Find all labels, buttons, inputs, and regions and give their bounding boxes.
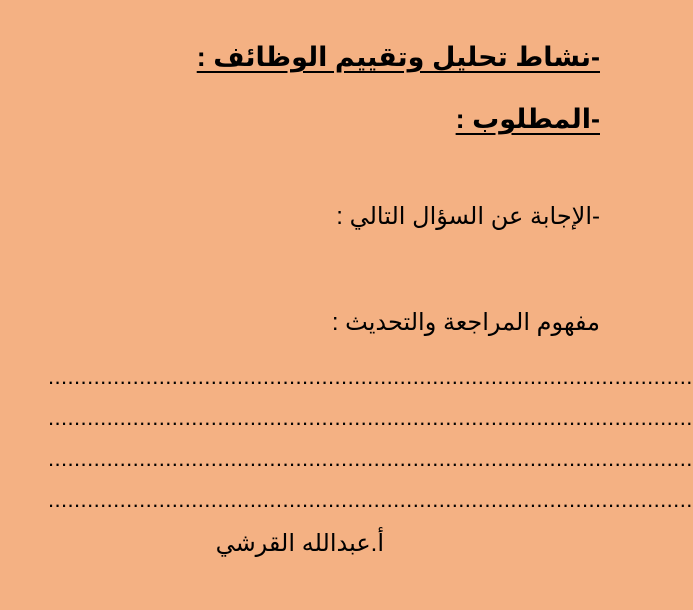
question-intro: -الإجابة عن السؤال التالي :	[336, 203, 600, 230]
answer-line-2: ...................................................................................................	[48, 405, 693, 430]
answer-line-3: ...................................................................................................	[48, 446, 693, 471]
required-heading: -المطلوب :	[455, 104, 600, 134]
answer-line-1: ...................................................................................................	[48, 364, 693, 389]
answer-line-4: ...................................................................................................	[48, 487, 693, 512]
teacher-signature: أ.عبدالله القرشي	[215, 530, 384, 557]
concept-prompt: مفهوم المراجعة والتحديث :	[331, 309, 600, 336]
activity-title: -نشاط تحليل وتقييم الوظائف :	[196, 42, 600, 72]
